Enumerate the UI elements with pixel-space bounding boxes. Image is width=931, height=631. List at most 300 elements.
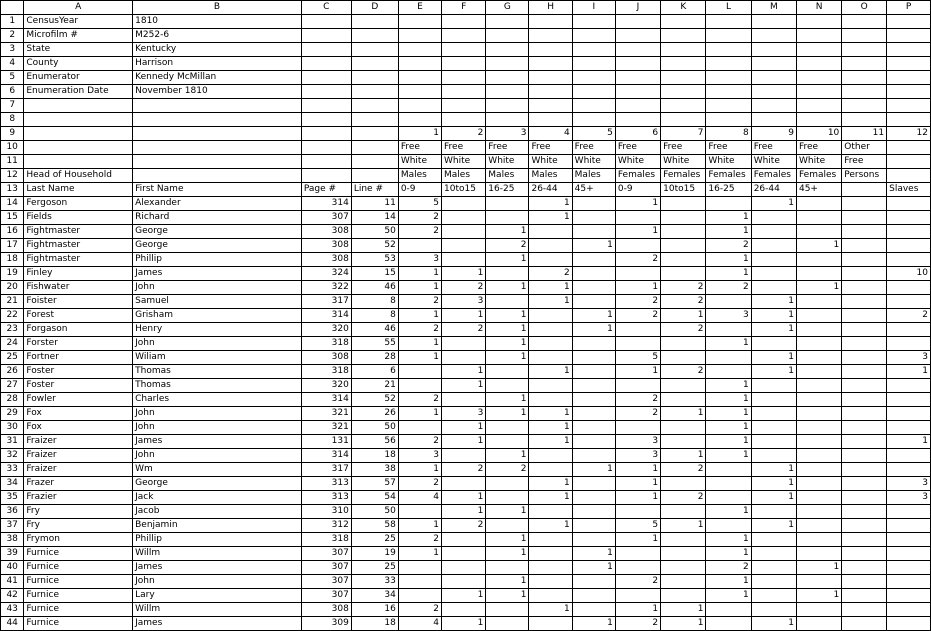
cell[interactable] [351,127,398,141]
row-header[interactable]: 43 [1,603,24,617]
cell[interactable]: 1 [706,547,751,561]
cell[interactable]: 26 [351,407,398,421]
cell[interactable] [887,85,931,99]
cell[interactable] [661,393,706,407]
cell[interactable]: 1 [706,449,751,463]
cell[interactable]: 320 [301,323,351,337]
cell[interactable] [842,15,887,29]
cell[interactable] [796,225,841,239]
row-header[interactable]: 28 [1,393,24,407]
cell[interactable]: 1 [661,617,706,631]
cell[interactable]: 1 [486,547,529,561]
cell[interactable] [572,505,615,519]
cell[interactable]: 2 [615,407,660,421]
cell[interactable]: Enumeration Date [24,85,133,99]
row-header[interactable]: 18 [1,253,24,267]
cell[interactable]: 50 [351,505,398,519]
cell[interactable] [529,43,572,57]
cell[interactable]: 1 [529,211,572,225]
cell[interactable]: 1 [615,281,660,295]
cell[interactable] [351,85,398,99]
cell[interactable] [615,85,660,99]
cell[interactable] [301,127,351,141]
cell[interactable]: 321 [301,407,351,421]
cell[interactable]: 1 [529,281,572,295]
cell[interactable]: Fraizer [24,449,133,463]
cell[interactable] [529,29,572,43]
cell[interactable] [442,211,486,225]
cell[interactable]: 16 [351,603,398,617]
cell[interactable] [796,57,841,71]
cell[interactable]: 308 [301,225,351,239]
cell[interactable] [887,295,931,309]
cell[interactable]: 21 [351,379,398,393]
cell[interactable]: 10 [887,267,931,281]
cell[interactable] [442,337,486,351]
cell[interactable]: 53 [351,253,398,267]
cell[interactable] [796,407,841,421]
cell[interactable]: 1 [529,603,572,617]
cell[interactable]: Females [751,169,796,183]
cell[interactable]: John [133,407,302,421]
cell[interactable] [661,561,706,575]
cell[interactable] [842,337,887,351]
cell[interactable] [796,491,841,505]
cell[interactable]: 1 [706,407,751,421]
cell[interactable]: 2 [706,239,751,253]
cell[interactable] [398,29,441,43]
cell[interactable] [615,589,660,603]
cell[interactable] [751,589,796,603]
cell[interactable] [529,71,572,85]
cell[interactable]: 38 [351,463,398,477]
cell[interactable]: 2 [661,491,706,505]
cell[interactable] [887,239,931,253]
cell[interactable]: Willm [133,603,302,617]
cell[interactable]: 1 [398,407,441,421]
cell[interactable] [529,463,572,477]
cell[interactable] [706,365,751,379]
cell[interactable]: 1 [706,211,751,225]
cell[interactable]: 1 [529,365,572,379]
cell[interactable] [615,239,660,253]
cell[interactable] [842,253,887,267]
cell[interactable]: 4 [529,127,572,141]
cell[interactable] [301,71,351,85]
cell[interactable]: 10to15 [661,183,706,197]
cell[interactable] [572,29,615,43]
cell[interactable] [615,379,660,393]
cell[interactable]: Free [706,141,751,155]
cell[interactable] [24,113,133,127]
cell[interactable] [486,617,529,631]
cell[interactable]: 2 [615,295,660,309]
cell[interactable]: Fishwater [24,281,133,295]
cell[interactable] [529,575,572,589]
cell[interactable] [615,113,660,127]
cell[interactable] [751,393,796,407]
cell[interactable]: White [572,155,615,169]
cell[interactable] [486,561,529,575]
cell[interactable]: 2 [442,127,486,141]
cell[interactable] [398,43,441,57]
cell[interactable] [398,365,441,379]
cell[interactable]: 2 [529,267,572,281]
cell[interactable] [887,15,931,29]
row-header[interactable]: 40 [1,561,24,575]
cell[interactable]: 3 [887,491,931,505]
cell[interactable]: Forster [24,337,133,351]
cell[interactable] [706,71,751,85]
cell[interactable]: 1 [751,463,796,477]
cell[interactable] [796,365,841,379]
cell[interactable] [442,449,486,463]
cell[interactable]: 2 [398,533,441,547]
cell[interactable] [661,71,706,85]
cell[interactable] [887,421,931,435]
cell[interactable]: 1 [529,407,572,421]
cell[interactable] [661,99,706,113]
cell[interactable]: 26-44 [529,183,572,197]
cell[interactable]: 1 [615,477,660,491]
cell[interactable] [796,29,841,43]
row-header[interactable]: 15 [1,211,24,225]
cell[interactable]: Free [842,155,887,169]
cell[interactable] [442,43,486,57]
cell[interactable] [887,547,931,561]
cell[interactable]: Free [796,141,841,155]
cell[interactable] [529,337,572,351]
cell[interactable] [572,225,615,239]
cell[interactable] [442,113,486,127]
cell[interactable] [796,351,841,365]
row-header[interactable]: 4 [1,57,24,71]
cell[interactable] [661,29,706,43]
cell[interactable]: 4 [398,491,441,505]
cell[interactable] [442,85,486,99]
cell[interactable]: November 1810 [133,85,302,99]
cell[interactable] [796,309,841,323]
cell[interactable]: 1 [572,239,615,253]
cell[interactable]: 8 [351,309,398,323]
cell[interactable]: Wiliam [133,351,302,365]
cell[interactable] [887,197,931,211]
row-header[interactable]: 39 [1,547,24,561]
cell[interactable] [706,295,751,309]
cell[interactable]: 1 [398,519,441,533]
cell[interactable]: Willm [133,547,302,561]
cell[interactable]: 1 [751,323,796,337]
cell[interactable]: Free [442,141,486,155]
cell[interactable]: Furnice [24,561,133,575]
cell[interactable] [301,169,351,183]
cell[interactable] [351,141,398,155]
cell[interactable]: 1 [572,463,615,477]
cell[interactable] [796,435,841,449]
cell[interactable] [887,589,931,603]
cell[interactable] [572,197,615,211]
cell[interactable]: 2 [442,323,486,337]
cell[interactable]: Phillip [133,253,302,267]
cell[interactable] [751,505,796,519]
cell[interactable]: 1 [706,505,751,519]
cell[interactable]: 4 [398,617,441,631]
cell[interactable] [398,71,441,85]
cell[interactable]: White [796,155,841,169]
cell[interactable]: Fry [24,505,133,519]
cell[interactable] [572,365,615,379]
cell[interactable]: White [486,155,529,169]
cell[interactable] [572,211,615,225]
cell[interactable] [572,575,615,589]
cell[interactable] [301,113,351,127]
cell[interactable]: 2 [615,575,660,589]
cell[interactable] [661,477,706,491]
cell[interactable]: 8 [706,127,751,141]
cell[interactable] [486,421,529,435]
cell[interactable]: Free [486,141,529,155]
cell[interactable] [529,533,572,547]
cell[interactable] [615,71,660,85]
cell[interactable] [301,85,351,99]
cell[interactable] [842,239,887,253]
cell[interactable] [486,211,529,225]
cell[interactable] [706,57,751,71]
cell[interactable]: White [442,155,486,169]
cell[interactable] [796,323,841,337]
cell[interactable]: George [133,239,302,253]
cell[interactable]: 1 [486,575,529,589]
cell[interactable] [301,15,351,29]
cell[interactable] [751,239,796,253]
cell[interactable]: 321 [301,421,351,435]
cell[interactable]: 2 [661,463,706,477]
cell[interactable]: Lary [133,589,302,603]
cell[interactable]: 1 [398,463,441,477]
cell[interactable] [796,547,841,561]
cell[interactable] [751,113,796,127]
row-header[interactable]: 14 [1,197,24,211]
row-header[interactable]: 32 [1,449,24,463]
cell[interactable]: Males [486,169,529,183]
cell[interactable]: Furnice [24,589,133,603]
cell[interactable] [842,281,887,295]
cell[interactable]: 1 [486,407,529,421]
cell[interactable] [486,43,529,57]
cell[interactable] [529,379,572,393]
cell[interactable]: Males [529,169,572,183]
cell[interactable]: 1810 [133,15,302,29]
cell[interactable]: Free [529,141,572,155]
cell[interactable] [398,421,441,435]
cell[interactable]: 2 [398,323,441,337]
cell[interactable]: 52 [351,239,398,253]
cell[interactable] [706,617,751,631]
cell[interactable] [615,57,660,71]
cell[interactable]: 2 [706,561,751,575]
cell[interactable] [351,15,398,29]
cell[interactable] [751,211,796,225]
cell[interactable] [887,337,931,351]
cell[interactable] [706,43,751,57]
cell[interactable]: 1 [442,267,486,281]
cell[interactable]: 3 [887,477,931,491]
row-header[interactable]: 31 [1,435,24,449]
cell[interactable] [661,379,706,393]
cell[interactable]: 1 [661,603,706,617]
column-header[interactable]: E [398,1,441,15]
cell[interactable]: 1 [529,421,572,435]
cell[interactable] [615,99,660,113]
cell[interactable] [661,533,706,547]
cell[interactable]: 57 [351,477,398,491]
cell[interactable]: 2 [486,463,529,477]
cell[interactable]: 1 [615,491,660,505]
column-header[interactable]: G [486,1,529,15]
cell[interactable] [842,477,887,491]
cell[interactable]: 0-9 [398,183,441,197]
cell[interactable]: Females [661,169,706,183]
cell[interactable]: Fry [24,519,133,533]
cell[interactable]: 56 [351,435,398,449]
row-header[interactable]: 38 [1,533,24,547]
cell[interactable]: John [133,421,302,435]
cell[interactable]: 46 [351,281,398,295]
cell[interactable]: 314 [301,449,351,463]
cell[interactable]: 2 [398,603,441,617]
cell[interactable] [442,15,486,29]
cell[interactable] [572,337,615,351]
cell[interactable]: 34 [351,589,398,603]
row-header[interactable]: 3 [1,43,24,57]
cell[interactable] [398,575,441,589]
cell[interactable]: James [133,561,302,575]
cell[interactable] [751,533,796,547]
cell[interactable] [796,211,841,225]
cell[interactable]: 16-25 [706,183,751,197]
cell[interactable] [842,449,887,463]
cell[interactable] [842,561,887,575]
cell[interactable]: 318 [301,533,351,547]
cell[interactable]: Fightmaster [24,225,133,239]
cell[interactable] [887,463,931,477]
cell[interactable]: 5 [615,519,660,533]
cell[interactable]: Fightmaster [24,253,133,267]
cell[interactable] [842,197,887,211]
cell[interactable] [751,379,796,393]
cell[interactable]: John [133,449,302,463]
cell[interactable] [615,547,660,561]
cell[interactable] [572,57,615,71]
cell[interactable]: 2 [615,253,660,267]
cell[interactable] [842,85,887,99]
cell[interactable]: 2 [887,309,931,323]
cell[interactable] [486,85,529,99]
row-header[interactable]: 1 [1,15,24,29]
cell[interactable] [751,29,796,43]
cell[interactable] [442,561,486,575]
cell[interactable] [529,15,572,29]
row-header[interactable]: 2 [1,29,24,43]
cell[interactable] [706,351,751,365]
cell[interactable]: 1 [486,589,529,603]
cell[interactable]: 1 [661,407,706,421]
cell[interactable] [442,477,486,491]
cell[interactable]: 11 [842,127,887,141]
cell[interactable]: 8 [351,295,398,309]
cell[interactable]: 1 [796,561,841,575]
cell[interactable]: 55 [351,337,398,351]
cell[interactable] [572,491,615,505]
cell[interactable] [529,351,572,365]
row-header[interactable]: 30 [1,421,24,435]
cell[interactable]: White [706,155,751,169]
cell[interactable]: 313 [301,491,351,505]
row-header[interactable]: 24 [1,337,24,351]
cell[interactable]: 25 [351,533,398,547]
cell[interactable]: Phillip [133,533,302,547]
cell[interactable] [442,533,486,547]
cell[interactable] [887,225,931,239]
cell[interactable] [301,99,351,113]
cell[interactable]: 1 [751,477,796,491]
cell[interactable]: 1 [529,295,572,309]
cell[interactable] [615,323,660,337]
cell[interactable] [796,463,841,477]
cell[interactable] [572,85,615,99]
cell[interactable] [751,267,796,281]
cell[interactable]: 1 [661,309,706,323]
cell[interactable] [887,113,931,127]
cell[interactable] [572,267,615,281]
cell[interactable] [796,519,841,533]
cell[interactable]: 46 [351,323,398,337]
cell[interactable] [24,127,133,141]
cell[interactable]: 308 [301,253,351,267]
cell[interactable] [442,225,486,239]
cell[interactable]: Fergoson [24,197,133,211]
cell[interactable]: 1 [751,365,796,379]
row-header[interactable]: 12 [1,169,24,183]
cell[interactable]: 308 [301,603,351,617]
cell[interactable] [751,85,796,99]
cell[interactable]: 3 [887,351,931,365]
cell[interactable] [751,281,796,295]
cell[interactable]: 14 [351,211,398,225]
cell[interactable] [486,29,529,43]
cell[interactable]: 307 [301,575,351,589]
cell[interactable]: 3 [442,407,486,421]
cell[interactable]: 2 [706,281,751,295]
cell[interactable]: John [133,281,302,295]
cell[interactable]: 1 [887,365,931,379]
cell[interactable] [572,351,615,365]
cell[interactable] [398,379,441,393]
cell[interactable] [442,239,486,253]
cell[interactable]: 2 [661,365,706,379]
cell[interactable]: 58 [351,519,398,533]
row-header[interactable]: 25 [1,351,24,365]
cell[interactable]: 1 [706,225,751,239]
cell[interactable]: Kennedy McMillan [133,71,302,85]
cell[interactable]: 2 [398,477,441,491]
cell[interactable]: Foster [24,379,133,393]
cell[interactable]: Free [398,141,441,155]
cell[interactable] [887,393,931,407]
cell[interactable] [398,589,441,603]
cell[interactable] [887,407,931,421]
cell[interactable]: 28 [351,351,398,365]
